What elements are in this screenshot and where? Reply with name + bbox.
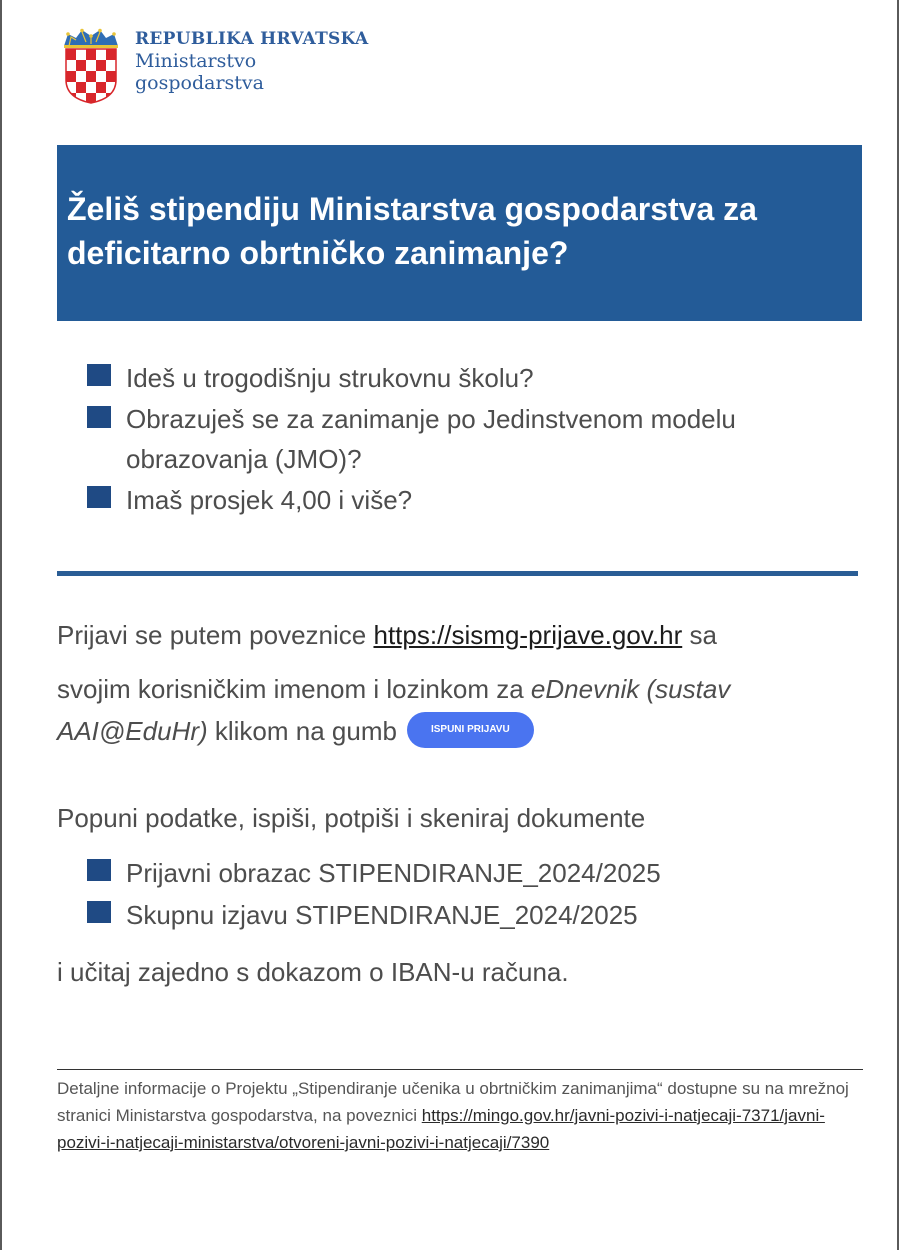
fill-application-button[interactable]: ISPUNI PRIJAVU	[407, 712, 534, 748]
footer-info	[57, 1075, 857, 1156]
title-banner	[57, 145, 862, 321]
aai-text: AAI@EduHr)	[57, 716, 208, 746]
documents-list	[87, 852, 847, 936]
apply-suffix: sa	[682, 620, 717, 650]
list-item	[87, 357, 847, 399]
ministry-info-link[interactable]: https://mingo.gov.hr/javni-pozivi-i-natjecaji-7371/javni-pozivi-i-natjecaji-ministarstva/otvoreni-javni-pozivi-i-natjecaji/7390	[57, 1106, 825, 1152]
page-border-left	[0, 0, 2, 1250]
croatian-coat-of-arms-icon	[60, 28, 122, 104]
ministry-name-line1: Ministarstvo	[135, 50, 257, 72]
list-item-text: Imaš prosjek 4,00 i više?	[126, 485, 413, 515]
list-item-text: Obrazuješ se za zanimanje po Jedinstvenom modelu obrazovanja (JMO)?	[126, 404, 736, 474]
list-item-text: Ideš u trogodišnju strukovnu školu?	[126, 363, 534, 393]
list-item	[87, 894, 847, 936]
list-item	[87, 479, 847, 521]
application-portal-link[interactable]: https://sismg-prijave.gov.hr	[373, 620, 683, 650]
footer-text: Detaljne informacije o Projektu „Stipendiranje učenika u obrtničkim zanimanjima“ dostupne su na mrežnoj stranici Ministarstva gospodarstva, na poveznici	[57, 1079, 849, 1125]
banner-title: Želiš stipendiju Ministarstva gospodarstva za deficitarno obrtničko zanimanje?	[67, 191, 757, 271]
page-border-right	[897, 0, 899, 1250]
apply-prefix: Prijavi se putem poveznice	[57, 620, 374, 650]
apply-line3: klikom na gumb	[207, 716, 397, 746]
list-item-text: Prijavni obrazac STIPENDIRANJE_2024/2025	[126, 858, 661, 888]
list-item-text: Skupnu izjavu STIPENDIRANJE_2024/2025	[126, 900, 638, 930]
eligibility-list	[87, 357, 847, 521]
apply-instructions	[57, 614, 847, 752]
bullet-square-icon	[87, 486, 111, 508]
bullet-square-icon	[87, 364, 111, 386]
bullet-square-icon	[87, 901, 111, 923]
documents-intro: Popuni podatke, ispiši, potpiši i skeniraj dokumente	[57, 803, 646, 833]
footer-divider	[57, 1069, 863, 1070]
ednevnik-text: eDnevnik (sustav	[530, 674, 731, 704]
upload-instructions: i učitaj zajedno s dokazom o IBAN-u računa.	[57, 957, 569, 987]
ministry-name-line2: gospodarstva	[135, 72, 264, 94]
bullet-square-icon	[87, 406, 111, 428]
section-divider	[57, 571, 858, 576]
list-item	[87, 852, 847, 894]
apply-line2: svojim korisničkim imenom i lozinkom za	[57, 674, 531, 704]
ministry-name	[135, 28, 368, 94]
list-item	[87, 399, 847, 479]
bullet-square-icon	[87, 859, 111, 881]
country-name: REPUBLIKA HRVATSKA	[135, 29, 369, 49]
